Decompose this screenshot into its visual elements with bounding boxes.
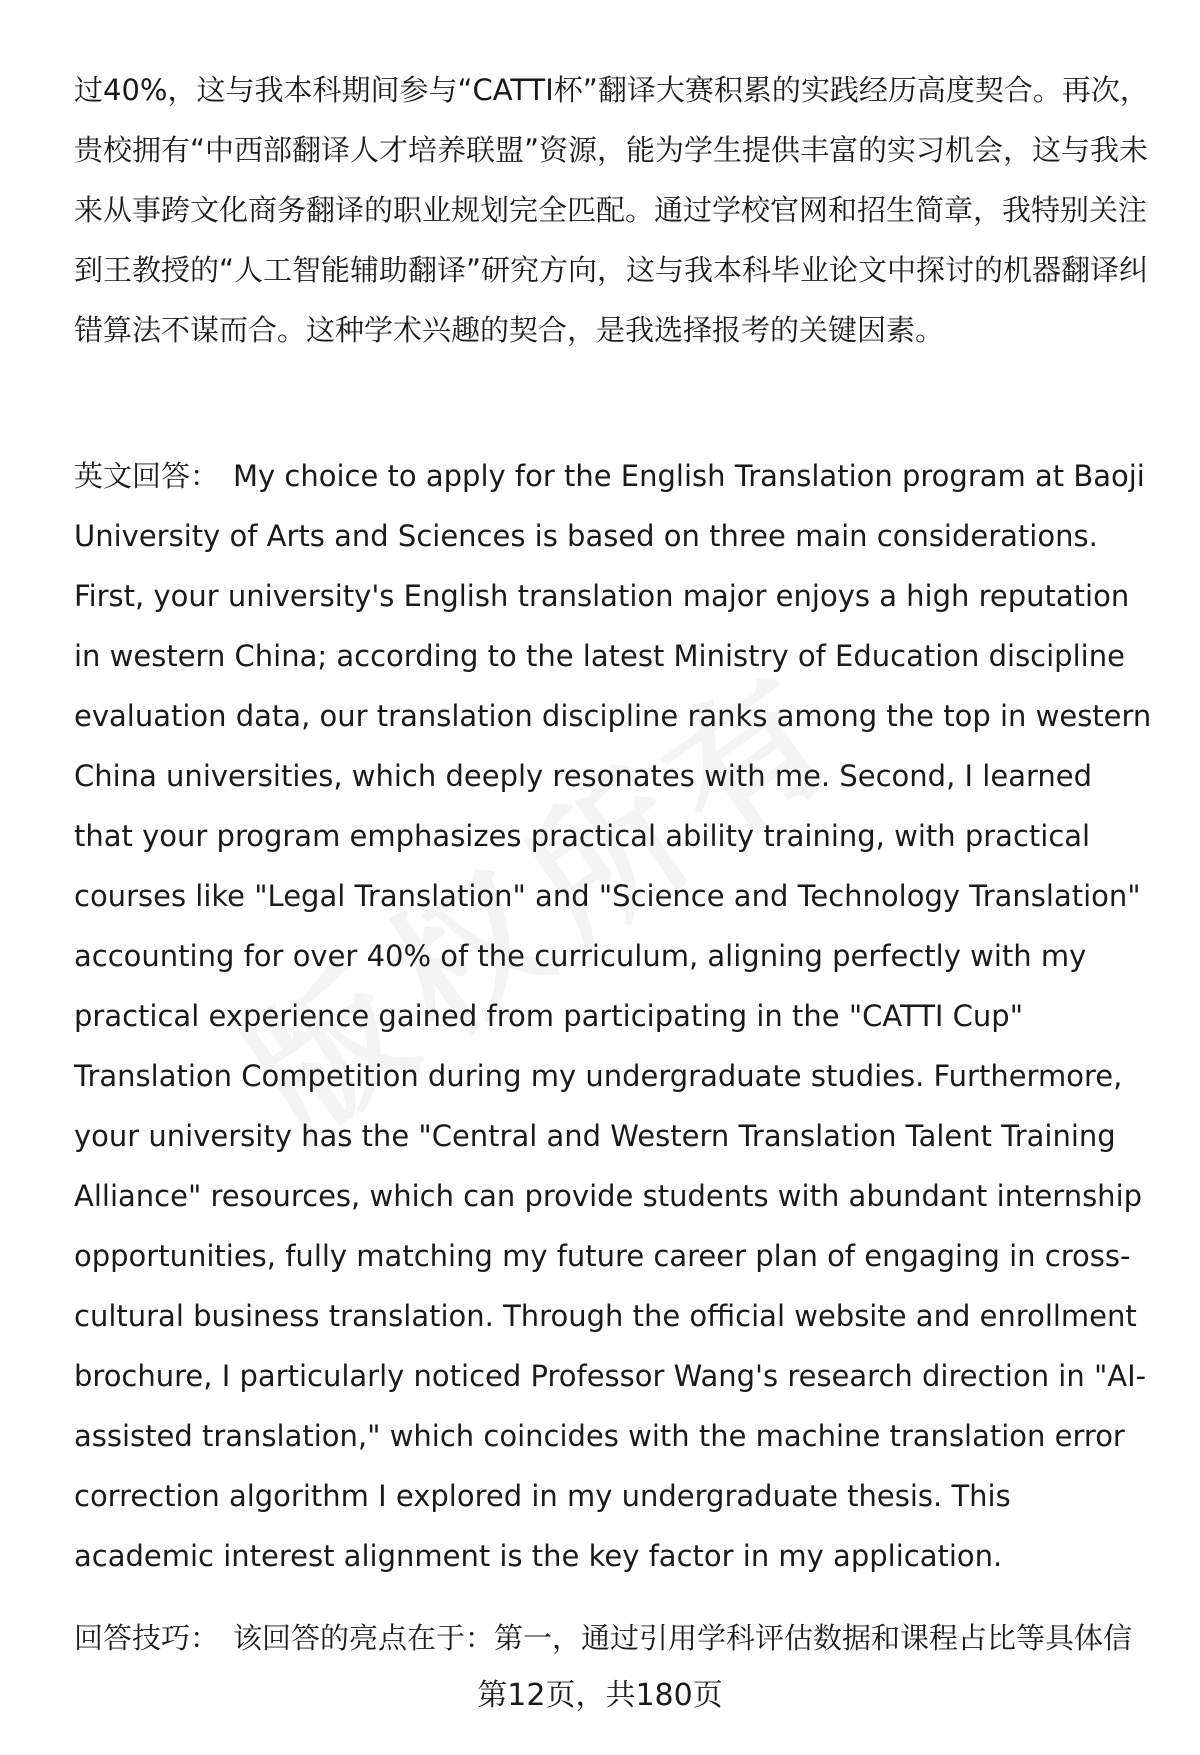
answer-tip-text: 该回答的亮点在于：第一，通过引用学科评估数据和课程占比等具体信 [233,1621,1133,1655]
page-number-footer: 第12页，共180页 [477,1678,723,1713]
chinese-answer-continuation: 过40%，这与我本科期间参与“CATTI杯”翻译大赛积累的实践经历高度契合。再次，贵校拥有“中西部翻译人才培养联盟”资源，能为学生提供丰富的实习机会，这与我未来从事跨文化商务翻译的职业规划完全匹配。通过学校官网和招生简章，我特别关注到王教授的“人工智能辅助翻译”研究方向，这与我本科毕业论文中探讨的机器翻译纠错算法不谋而合。这种学术兴趣的契合，是我选择报考的关键因素。 [74,73,1149,347]
answer-tip-paragraph [74,1608,1154,1668]
english-answer-text: My choice to apply for the English Translation program at Baoji University of Arts and Sciences is based on three main considerations. First, your university's English translation major enjoys a high reputation in western China; according to the latest Ministry of Education discipline evaluation data, our translation discipline ranks among the top in western China universities, which deeply resonates with me. Second, I learned that your program emphasizes practical ability training, with practical courses like "Legal Translation" and "Science and Technology Translation" accounting for over 40% of the curriculum, aligning perfectly with my practical experience gained from participating in the "CATTI Cup" Translation Competition during my undergraduate studies. Furthermore, your university has the "Central and Western Translation Talent Training Alliance" resources, which can provide students with abundant internship opportunities, fully matching my future career plan of engaging in cross-cultural business translation. Through the official website and enrollment brochure, I particularly noticed Professor Wang's research direction in "AI-assisted translation," which coincides with the machine translation error correction algorithm I explored in my undergraduate thesis. This academic interest alignment is the key factor in my application. [74,459,1152,1573]
english-answer-paragraph [74,446,1154,1586]
answer-tip-label: 回答技巧： [74,1621,220,1655]
english-answer-label: 英文回答： [74,459,220,493]
